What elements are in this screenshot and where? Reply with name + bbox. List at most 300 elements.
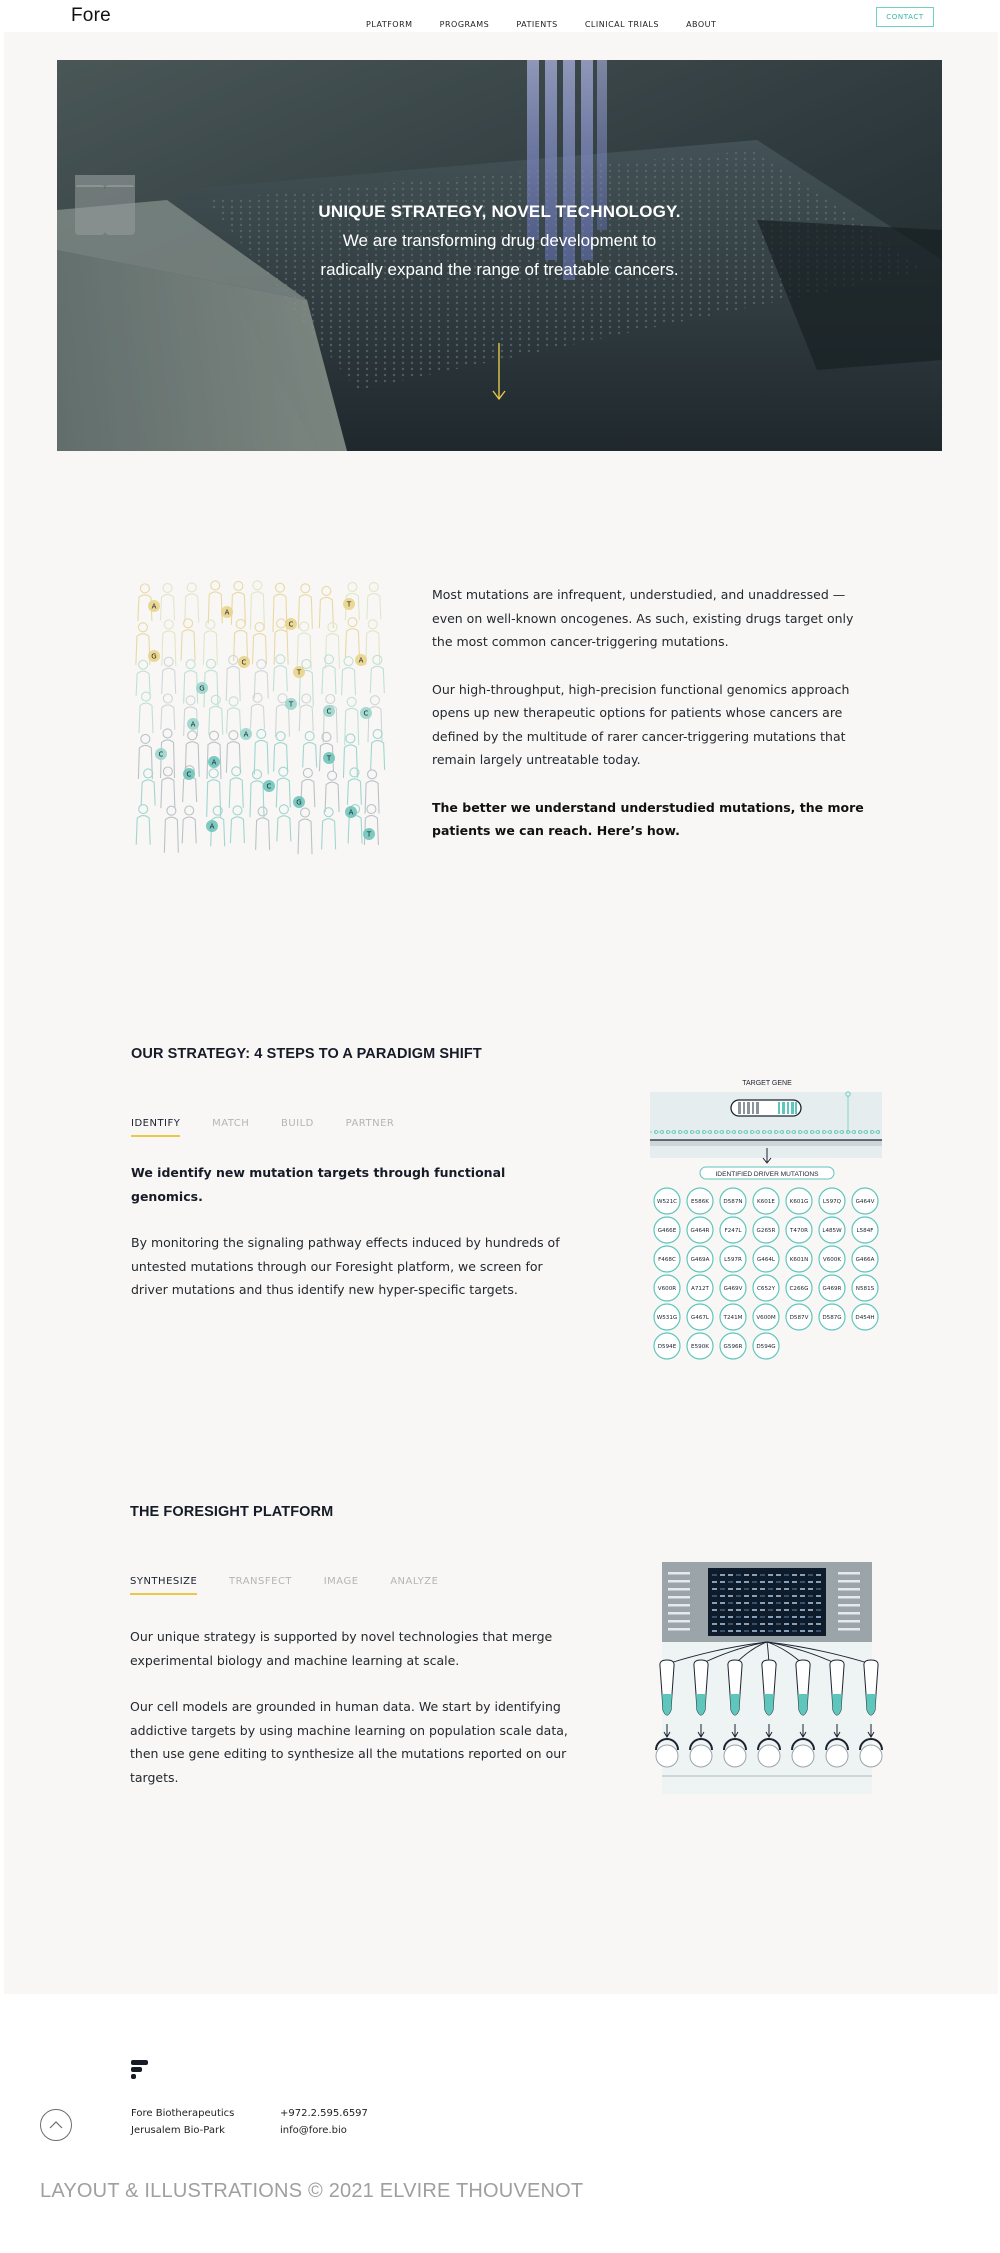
gel-band	[816, 1630, 821, 1632]
gel-band	[808, 1595, 813, 1597]
gel-band	[744, 1602, 749, 1604]
gel-band	[712, 1588, 717, 1590]
mutation-label: D594E	[657, 1344, 677, 1351]
gel-band	[744, 1574, 749, 1576]
mutation-label: F468C	[658, 1257, 676, 1264]
tab-image[interactable]: IMAGE	[323, 1576, 359, 1587]
mutation-label: E590K	[691, 1344, 709, 1351]
gel-band	[784, 1602, 789, 1604]
mutation-letter: T	[346, 600, 352, 609]
mutation-label: F247L	[724, 1228, 742, 1235]
gel-band	[816, 1623, 821, 1625]
intro-text	[432, 583, 872, 867]
gel-band	[792, 1609, 797, 1611]
gel-band	[668, 1580, 690, 1583]
gel-band	[838, 1604, 860, 1607]
nav-platform[interactable]: PLATFORM	[366, 20, 413, 29]
person-silhouette	[161, 694, 175, 730]
gel-band	[712, 1574, 717, 1576]
gel-band	[768, 1581, 773, 1583]
mutation-letter: T	[366, 830, 372, 839]
person-silhouette	[303, 732, 317, 768]
gel-band	[760, 1630, 765, 1632]
mutation-label: L597R	[724, 1257, 742, 1264]
gel-band	[712, 1602, 717, 1604]
person-silhouette	[319, 586, 333, 628]
gel-band	[720, 1609, 725, 1611]
person-silhouette	[185, 583, 199, 622]
gel-band	[800, 1595, 805, 1597]
person-silhouette	[162, 657, 176, 694]
gel-band	[776, 1616, 781, 1618]
gel-band	[838, 1628, 860, 1631]
gel-band	[736, 1630, 741, 1632]
gel-band	[752, 1616, 757, 1618]
driver-mutations-label: IDENTIFIED DRIVER MUTATIONS	[715, 1171, 819, 1178]
gel-band	[768, 1609, 773, 1611]
platform-title: THE FORESIGHT PLATFORM	[130, 1504, 334, 1520]
gel-band	[752, 1581, 757, 1583]
hero-text	[57, 198, 942, 284]
gel-band	[752, 1623, 757, 1625]
person-silhouette	[181, 619, 195, 661]
mutation-label: N581S	[855, 1286, 875, 1293]
gel-band	[808, 1623, 813, 1625]
chromosome-band	[743, 1102, 745, 1114]
gel-band	[752, 1609, 757, 1611]
mutation-label: G467L	[690, 1315, 710, 1322]
mutation-label: W521C	[656, 1199, 678, 1206]
gel-band	[736, 1602, 741, 1604]
gel-band	[768, 1602, 773, 1604]
gel-band	[720, 1588, 725, 1590]
gel-band	[728, 1630, 733, 1632]
gel-band	[816, 1609, 821, 1611]
gel-band	[768, 1616, 773, 1618]
mutation-label: V600R	[657, 1286, 677, 1293]
gel-band	[838, 1620, 860, 1623]
tab-partner[interactable]: PARTNER	[345, 1118, 395, 1129]
person-silhouette	[319, 732, 333, 771]
hero-headline: UNIQUE STRATEGY, NOVEL TECHNOLOGY.	[318, 202, 681, 221]
gel-band	[784, 1595, 789, 1597]
target-gene-diagram	[650, 1078, 884, 1351]
gel-band	[720, 1595, 725, 1597]
chevron-up-icon	[40, 2109, 72, 2141]
mutation-letter: C	[326, 707, 332, 716]
arrow-down-icon[interactable]	[491, 343, 507, 403]
gel-band	[776, 1630, 781, 1632]
mutation-label: K601N	[789, 1257, 809, 1264]
gel-band	[668, 1628, 690, 1631]
gel-band	[792, 1581, 797, 1583]
chromosome-band	[778, 1102, 780, 1114]
cell-dish	[690, 1745, 712, 1767]
person-silhouette	[139, 692, 153, 733]
person-silhouette	[250, 770, 264, 817]
nav-patients[interactable]: PATIENTS	[516, 20, 558, 29]
contact-button[interactable]: CONTACT	[876, 7, 934, 27]
gel-band	[792, 1588, 797, 1590]
cell-dish	[792, 1745, 814, 1767]
gel-band	[808, 1602, 813, 1604]
gel-band	[720, 1623, 725, 1625]
gel-band	[668, 1588, 690, 1591]
chromosome-band	[752, 1102, 754, 1114]
footer-location: Jerusalem Bio-Park	[131, 2125, 225, 2136]
gel-band	[712, 1623, 717, 1625]
gel-band	[784, 1630, 789, 1632]
gel-band	[720, 1630, 725, 1632]
mutation-label: G469A	[690, 1257, 710, 1264]
mutation-letter: C	[363, 709, 369, 718]
gel-band	[752, 1602, 757, 1604]
gel-band	[728, 1616, 733, 1618]
gel-band	[800, 1609, 805, 1611]
gel-band	[816, 1574, 821, 1576]
mutation-letter: A	[358, 656, 364, 665]
person-silhouette	[162, 620, 176, 666]
gel-band	[768, 1574, 773, 1576]
gel-band	[736, 1616, 741, 1618]
site-logo[interactable]: Fore	[71, 5, 111, 26]
mutation-letter: T	[326, 754, 332, 763]
gel-band	[736, 1581, 741, 1583]
person-silhouette	[182, 806, 196, 843]
mutation-label: D594G	[756, 1344, 776, 1351]
person-silhouette	[274, 732, 288, 772]
cell-dish	[724, 1745, 746, 1767]
gel-band	[838, 1596, 860, 1599]
person-silhouette	[136, 660, 150, 696]
person-silhouette	[230, 806, 244, 843]
gel-band	[744, 1616, 749, 1618]
cell-dish	[826, 1745, 848, 1767]
mutation-label: D454H	[855, 1315, 875, 1322]
person-silhouette	[138, 734, 152, 778]
fore-logo-icon[interactable]	[131, 2060, 151, 2080]
mutation-letter: A	[348, 808, 354, 817]
person-silhouette	[256, 807, 270, 850]
gel-band	[784, 1588, 789, 1590]
gel-band	[760, 1609, 765, 1611]
person-silhouette	[370, 655, 384, 693]
gel-band	[752, 1588, 757, 1590]
gel-band	[768, 1595, 773, 1597]
gel-band	[792, 1630, 797, 1632]
gel-band	[760, 1616, 765, 1618]
hero-banner	[57, 60, 942, 451]
mutation-letter: C	[266, 782, 272, 791]
mutation-letter: T	[288, 700, 294, 709]
person-silhouette	[371, 730, 385, 770]
synthesis-diagram	[650, 1560, 884, 1788]
footer-phone[interactable]: +972.2.595.6597	[280, 2108, 368, 2119]
cell-dish	[758, 1745, 780, 1767]
gel-band	[728, 1574, 733, 1576]
gel-band	[720, 1581, 725, 1583]
person-silhouette	[227, 697, 241, 734]
gel-band	[768, 1588, 773, 1590]
person-silhouette	[254, 729, 268, 774]
tab-synthesize[interactable]: SYNTHESIZE	[130, 1576, 197, 1595]
person-silhouette	[367, 583, 381, 620]
mutation-label: G464V	[855, 1199, 875, 1206]
person-silhouette	[161, 767, 175, 808]
person-silhouette	[254, 660, 268, 699]
gel-band	[768, 1623, 773, 1625]
gel-band	[838, 1612, 860, 1615]
gel-band	[760, 1588, 765, 1590]
person-silhouette	[297, 622, 311, 670]
tab-match[interactable]: MATCH	[212, 1118, 250, 1129]
mutation-letter: A	[211, 758, 217, 767]
gel-band	[800, 1616, 805, 1618]
gel-band	[712, 1616, 717, 1618]
gel-band	[720, 1602, 725, 1604]
gel-band	[728, 1609, 733, 1611]
person-silhouette	[273, 655, 287, 692]
person-silhouette	[299, 694, 313, 731]
mutation-label: L485W	[822, 1228, 842, 1235]
mutation-label: G265R	[756, 1228, 776, 1235]
person-silhouette	[322, 808, 336, 850]
gel-band	[744, 1630, 749, 1632]
gel-band	[776, 1588, 781, 1590]
footer-email[interactable]: info@fore.bio	[280, 2125, 347, 2136]
platform-paragraph-1: Our unique strategy is supported by novel technologies that merge experimental biology and machine learning at scale.	[130, 1629, 553, 1668]
gel-band	[744, 1581, 749, 1583]
mutation-label: G596R	[723, 1344, 743, 1351]
mutation-label: W531G	[656, 1315, 678, 1322]
chromosome-band	[738, 1102, 741, 1114]
person-silhouette	[277, 805, 291, 842]
hero-subline-2: radically expand the range of treatable cancers.	[320, 260, 679, 279]
gel-band	[744, 1609, 749, 1611]
gel-band	[712, 1581, 717, 1583]
gel-band	[792, 1602, 797, 1604]
mutation-letter: C	[288, 620, 294, 629]
mutation-letter: A	[209, 822, 215, 831]
mutation-label: V600K	[822, 1257, 842, 1264]
person-silhouette	[231, 581, 245, 624]
gel-band	[668, 1596, 690, 1599]
mutation-letter: G	[296, 798, 302, 807]
gel-band	[784, 1623, 789, 1625]
gel-band	[838, 1580, 860, 1583]
gel-band	[800, 1623, 805, 1625]
gel-band	[728, 1602, 733, 1604]
gel-band	[808, 1609, 813, 1611]
person-silhouette	[136, 805, 150, 845]
chromosome-band	[787, 1102, 789, 1114]
mutation-label: G464R	[690, 1228, 710, 1235]
scroll-to-top-button[interactable]	[40, 2109, 72, 2141]
gel-band	[752, 1574, 757, 1576]
credit-text: LAYOUT & ILLUSTRATIONS © 2021 ELVIRE THOUVENOT	[40, 2180, 584, 2202]
gel-band	[736, 1588, 741, 1590]
person-silhouette	[276, 767, 290, 807]
mutation-label: G466A	[855, 1257, 875, 1264]
person-silhouette	[322, 655, 336, 694]
hero-subline-1: We are transforming drug development to	[342, 231, 657, 250]
mutation-label: L597Q	[822, 1199, 842, 1206]
gel-band	[720, 1574, 725, 1576]
gel-band	[838, 1588, 860, 1591]
gel-band	[816, 1595, 821, 1597]
intro-paragraph-2: Our high-throughput, high-precision functional genomics approach opens up new therapeutic options for patients whose cancers are defined by the multitude of rarer cancer-triggering mutations that remain largely untreatable today.	[432, 681, 850, 767]
footer-company: Fore Biotherapeutics	[131, 2108, 235, 2119]
nav-clinical-trials[interactable]: CLINICAL TRIALS	[584, 20, 659, 29]
person-silhouette	[325, 771, 339, 812]
gel-band	[776, 1602, 781, 1604]
gel-band	[760, 1602, 765, 1604]
gel-band	[728, 1581, 733, 1583]
footer-contact	[280, 2105, 368, 2139]
gel-band	[720, 1616, 725, 1618]
intro-paragraph-3: The better we understand understudied mutations, the more patients we can reach. Here’s how.	[432, 799, 864, 838]
tab-analyze[interactable]: ANALYZE	[390, 1576, 439, 1587]
person-silhouette	[161, 584, 175, 621]
mutation-label: K601G	[789, 1199, 809, 1206]
tab-identify[interactable]: IDENTIFY	[131, 1118, 180, 1137]
gel-band	[816, 1588, 821, 1590]
gel-band	[792, 1623, 797, 1625]
person-silhouette	[342, 657, 356, 696]
mutation-label: V600M	[756, 1315, 776, 1322]
mutation-label: C652Y	[757, 1286, 775, 1293]
footer-address	[131, 2105, 234, 2139]
mutation-label: C266G	[789, 1286, 809, 1293]
gel-band	[752, 1595, 757, 1597]
nav-about[interactable]: ABOUT	[686, 20, 717, 29]
chromosome-band	[795, 1102, 797, 1114]
mutation-label: D587N	[723, 1199, 743, 1206]
mutation-letter: T	[296, 668, 302, 677]
mutation-label: T241M	[723, 1315, 743, 1322]
gel-band	[736, 1574, 741, 1576]
gel-band	[728, 1588, 733, 1590]
mutation-label: K601E	[757, 1199, 775, 1206]
gel-band	[752, 1630, 757, 1632]
mutation-label: D587G	[822, 1315, 842, 1322]
gel-band	[792, 1616, 797, 1618]
gel-band	[744, 1588, 749, 1590]
gel-band	[800, 1574, 805, 1576]
person-silhouette	[184, 660, 198, 704]
person-silhouette	[184, 696, 198, 736]
mutation-label: T470R	[790, 1228, 808, 1235]
person-silhouette	[209, 695, 223, 734]
gel-band	[668, 1612, 690, 1615]
gel-band	[816, 1616, 821, 1618]
mutation-letter: G	[199, 684, 205, 693]
gel-band	[816, 1602, 821, 1604]
mutation-letter: C	[186, 770, 192, 779]
gel-band	[668, 1604, 690, 1607]
gel-band	[800, 1602, 805, 1604]
mutation-letter: A	[151, 602, 157, 611]
gel-band	[712, 1595, 717, 1597]
person-silhouette	[141, 769, 155, 806]
cell-dish	[656, 1745, 678, 1767]
gel-band	[776, 1595, 781, 1597]
person-silhouette	[229, 767, 243, 808]
gel-band	[728, 1623, 733, 1625]
gel-band	[744, 1623, 749, 1625]
mutation-letter: C	[158, 750, 164, 759]
mutation-label: G469V	[723, 1286, 743, 1293]
chromosome-band	[747, 1102, 750, 1114]
platform-tabs	[130, 1576, 466, 1595]
mutation-label: G464L	[756, 1257, 776, 1264]
gel-band	[760, 1581, 765, 1583]
gel-band	[838, 1572, 860, 1575]
mutation-letter: A	[243, 730, 249, 739]
gel-band	[712, 1630, 717, 1632]
gel-band	[760, 1623, 765, 1625]
person-silhouette	[345, 618, 359, 658]
mutation-label: D587V	[789, 1315, 809, 1322]
person-silhouette	[208, 581, 222, 623]
chromosome-band	[756, 1102, 759, 1114]
strategy-description: By monitoring the signaling pathway effects induced by hundreds of untested mutations through our Foresight platform, we screen for driver mutations and thus identify new hyper-specific targets.	[131, 1235, 560, 1297]
mutation-letter: A	[224, 608, 230, 617]
mutation-label: G469R	[822, 1286, 842, 1293]
mutation-label: G466E	[657, 1228, 677, 1235]
mutation-letter: A	[190, 720, 196, 729]
gel-band	[744, 1595, 749, 1597]
nav-programs[interactable]: PROGRAMS	[439, 20, 490, 29]
gel-band	[792, 1574, 797, 1576]
gel-band	[808, 1581, 813, 1583]
tab-build[interactable]: BUILD	[280, 1118, 314, 1129]
gel-band	[800, 1588, 805, 1590]
intro-paragraph-1: Most mutations are infrequent, understudied, and unaddressed — even on well-known oncogenes. As such, existing drugs target only the most common cancer-triggering mutations.	[432, 587, 854, 649]
gel-band	[800, 1581, 805, 1583]
gel-band	[816, 1581, 821, 1583]
chromosome-band	[782, 1102, 785, 1114]
person-silhouette	[347, 768, 361, 805]
gel-band	[776, 1581, 781, 1583]
site-header	[0, 0, 1000, 32]
person-silhouette	[234, 619, 248, 661]
person-silhouette	[368, 696, 382, 743]
gel-band	[668, 1572, 690, 1575]
person-silhouette	[203, 620, 217, 665]
mutation-label: A712T	[691, 1286, 709, 1293]
strategy-body	[131, 1161, 571, 1325]
gel-band	[776, 1574, 781, 1576]
patient-crowd-illustration	[129, 576, 387, 844]
chromosome-band	[791, 1102, 794, 1114]
gel-band	[808, 1616, 813, 1618]
target-gene-label: TARGET GENE	[742, 1080, 792, 1087]
mutation-letter: G	[151, 652, 157, 661]
strategy-title: OUR STRATEGY: 4 STEPS TO A PARADIGM SHIFT	[131, 1046, 482, 1062]
gel-band	[736, 1595, 741, 1597]
gel-band	[800, 1630, 805, 1632]
tab-transfect[interactable]: TRANSFECT	[229, 1576, 293, 1587]
gel-band	[776, 1609, 781, 1611]
gel-band	[728, 1595, 733, 1597]
mutation-label: E586K	[691, 1199, 709, 1206]
platform-paragraph-2: Our cell models are grounded in human data. We start by identifying addictive targets by using machine learning on population scale data, then use gene editing to synthesize all the mutations reported on our targets.	[130, 1699, 568, 1785]
person-silhouette	[226, 731, 240, 773]
gel-band	[760, 1574, 765, 1576]
mutation-label: L584F	[856, 1228, 874, 1235]
person-silhouette	[250, 693, 264, 729]
